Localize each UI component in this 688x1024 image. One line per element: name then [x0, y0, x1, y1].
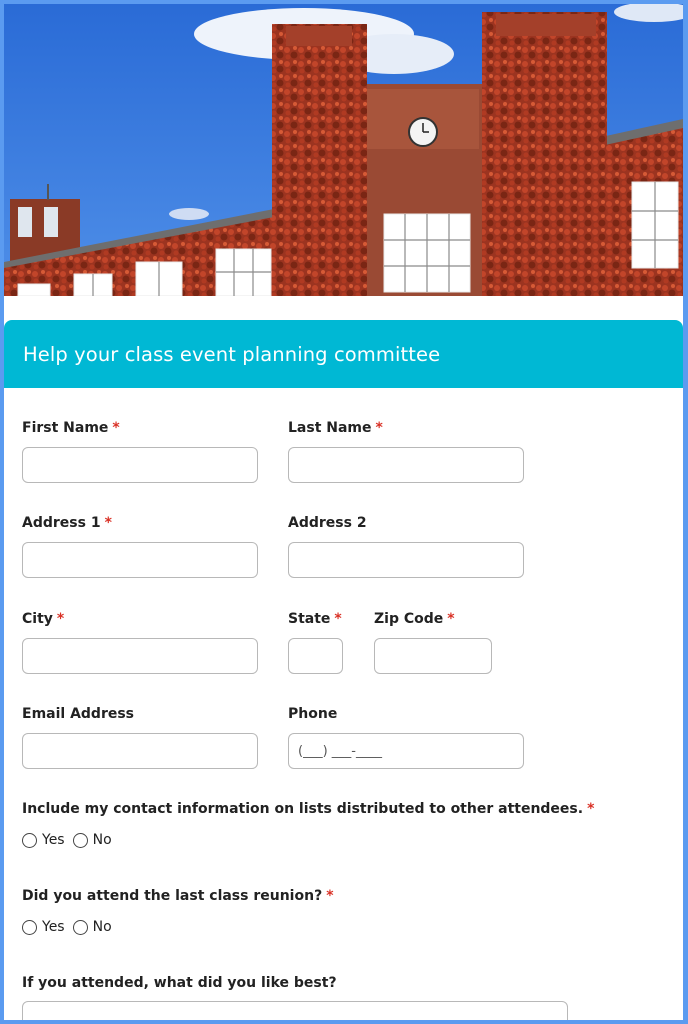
share-contact-yes[interactable]: [22, 832, 65, 848]
required-marker: *: [447, 611, 455, 627]
attended-question: [22, 888, 334, 904]
attended-question-text: Did you attend the last class reunion?: [22, 888, 323, 904]
state-label: [288, 611, 342, 627]
radio-label: No: [92, 919, 112, 935]
attended-options: [22, 919, 120, 935]
city-label-text: City: [22, 611, 53, 627]
required-marker: *: [587, 801, 595, 817]
attended-no[interactable]: [73, 919, 112, 935]
radio-circle-icon[interactable]: [22, 833, 37, 848]
email-label-text: Email Address: [22, 706, 135, 722]
last-name-input[interactable]: [288, 447, 524, 483]
state-input[interactable]: [288, 638, 343, 674]
first-name-label-text: First Name: [22, 420, 109, 436]
address1-label: [22, 515, 112, 531]
required-marker: *: [56, 611, 65, 627]
radio-circle-icon[interactable]: [73, 920, 88, 935]
form-page: [4, 4, 683, 1020]
email-input[interactable]: [22, 733, 258, 769]
zip-label: [374, 611, 455, 627]
radio-label: Yes: [42, 919, 65, 935]
header-image: [4, 4, 683, 296]
form-title: Help your class event planning committee: [23, 342, 441, 366]
zip-input[interactable]: [374, 638, 492, 674]
phone-label-text: Phone: [288, 706, 338, 722]
last-name-label-text: Last Name: [288, 420, 372, 436]
address2-input[interactable]: [288, 542, 524, 578]
address2-label: [288, 515, 367, 531]
required-marker: *: [326, 888, 334, 904]
radio-label: Yes: [42, 832, 65, 848]
radio-circle-icon[interactable]: [73, 833, 88, 848]
state-label-text: State: [288, 611, 331, 627]
first-name-input[interactable]: [22, 447, 258, 483]
attended-yes[interactable]: [22, 919, 65, 935]
form-title-banner: [4, 320, 683, 388]
email-label: [22, 706, 134, 722]
share-contact-question: [22, 801, 594, 817]
share-contact-options: [22, 832, 120, 848]
required-marker: *: [104, 515, 112, 531]
liked-best-question-text: If you attended, what did you like best?: [22, 975, 337, 991]
city-label: [22, 611, 64, 627]
phone-label: [288, 706, 337, 722]
required-marker: *: [375, 420, 383, 436]
last-name-label: [288, 420, 383, 436]
address2-label-text: Address 2: [288, 515, 367, 531]
share-contact-question-text: Include my contact information on lists distributed to other attendees.: [22, 801, 584, 817]
required-marker: *: [112, 420, 120, 436]
radio-circle-icon[interactable]: [22, 920, 37, 935]
address1-input[interactable]: [22, 542, 258, 578]
city-input[interactable]: [22, 638, 258, 674]
radio-label: No: [92, 832, 112, 848]
phone-input[interactable]: [288, 733, 524, 769]
first-name-label: [22, 420, 120, 436]
address1-label-text: Address 1: [22, 515, 101, 531]
share-contact-no[interactable]: [73, 832, 112, 848]
liked-best-textarea[interactable]: [22, 1001, 568, 1020]
liked-best-question: [22, 975, 337, 991]
required-marker: *: [334, 611, 342, 627]
zip-label-text: Zip Code: [374, 611, 444, 627]
